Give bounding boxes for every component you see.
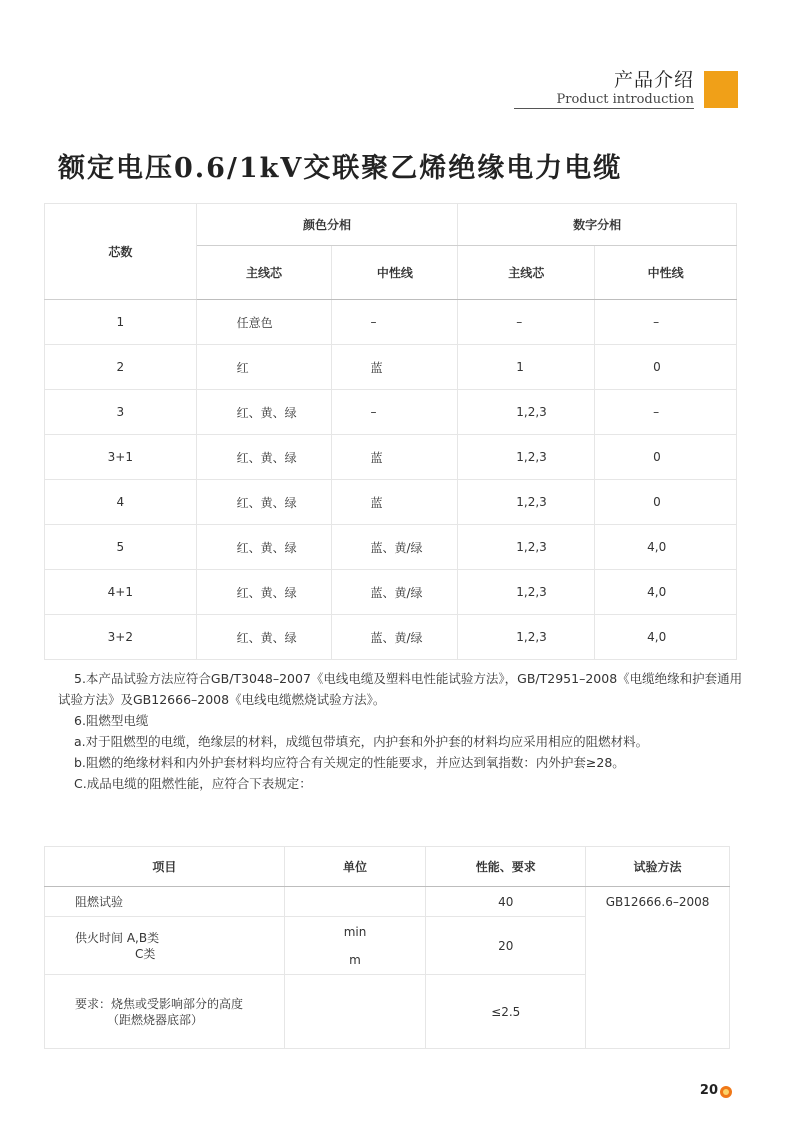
- cell-color-main: 红、黄、绿: [196, 570, 332, 615]
- cell-core: 3: [45, 390, 197, 435]
- cell-color-neutral: 蓝: [332, 480, 458, 525]
- cell-number-neutral: 0: [595, 480, 737, 525]
- cell-number-main: 1: [458, 345, 595, 390]
- table-row: [45, 615, 737, 660]
- cell-number-main: 1,2,3: [458, 480, 595, 525]
- note-6: 6.阻燃型电缆: [74, 713, 149, 728]
- cell-color-neutral: 蓝: [332, 345, 458, 390]
- table-row: [45, 570, 737, 615]
- cell-color-neutral: 蓝、黄/绿: [332, 615, 458, 660]
- cell-core: 4: [45, 480, 197, 525]
- cell-core: 4+1: [45, 570, 197, 615]
- cell-number-neutral: 0: [595, 345, 737, 390]
- table-row: [45, 435, 737, 480]
- cell-color-main: 红、黄、绿: [196, 390, 332, 435]
- header-unit: 单位: [284, 847, 426, 887]
- cell-item: 阻燃试验: [45, 887, 285, 917]
- cell-number-main: 1,2,3: [458, 390, 595, 435]
- item-line: 要求：烧焦或受影响部分的高度: [75, 996, 244, 1011]
- table-row: [45, 300, 737, 345]
- header-number-main: 主线芯: [458, 246, 595, 300]
- cell-color-main: 红、黄、绿: [196, 435, 332, 480]
- cell-performance: 40: [426, 887, 586, 917]
- header-color-neutral: 中性线: [332, 246, 458, 300]
- table-row: [45, 525, 737, 570]
- note-6c: C.成品电缆的阻燃性能，应符合下表规定：: [74, 776, 312, 791]
- header-color-main: 主线芯: [196, 246, 332, 300]
- table-row: [45, 887, 730, 917]
- cell-test-method: GB12666.6–2008: [586, 887, 730, 1049]
- cell-unit: [284, 917, 426, 975]
- item-line: C类: [135, 946, 156, 961]
- cell-number-neutral: –: [595, 390, 737, 435]
- cell-number-main: 1,2,3: [458, 615, 595, 660]
- cell-color-neutral: 蓝、黄/绿: [332, 570, 458, 615]
- header-color-phase: 颜色分相: [196, 204, 458, 246]
- cell-number-main: 1,2,3: [458, 525, 595, 570]
- header-core-count: 芯数: [45, 204, 197, 300]
- cell-color-neutral: –: [332, 300, 458, 345]
- cell-core: 5: [45, 525, 197, 570]
- cell-number-neutral: 4,0: [595, 525, 737, 570]
- header-number-neutral: 中性线: [595, 246, 737, 300]
- flame-test-table: [44, 846, 730, 1049]
- cell-item: [45, 917, 285, 975]
- cell-color-main: 红、黄、绿: [196, 615, 332, 660]
- section-header: [557, 68, 738, 108]
- cell-number-neutral: 4,0: [595, 570, 737, 615]
- header-item: 项目: [45, 847, 285, 887]
- cell-unit: [284, 975, 426, 1049]
- cell-color-main: 任意色: [196, 300, 332, 345]
- cell-core: 2: [45, 345, 197, 390]
- page-title: 额定电压0.6/1kV交联聚乙烯绝缘电力电缆: [58, 153, 623, 184]
- item-line: （距燃烧器底部）: [107, 1012, 204, 1027]
- cell-number-main: –: [458, 300, 595, 345]
- table-row: [45, 390, 737, 435]
- unit-line: min: [343, 924, 367, 939]
- cell-number-neutral: –: [595, 300, 737, 345]
- note-5: 5.本产品试验方法应符合GB/T3048–2007《电线电缆及塑料电性能试验方法》，GB/T2951–2008《电缆绝缘和护套通用试验方法》及GB12666–2008《电线电缆燃烧试验方法》。: [58, 671, 743, 707]
- page-number: 20: [699, 1083, 718, 1098]
- cell-core: 1: [45, 300, 197, 345]
- item-line: 供火时间 A,B类: [75, 930, 160, 945]
- cell-color-main: 红、黄、绿: [196, 480, 332, 525]
- header-performance: 性能、要求: [426, 847, 586, 887]
- unit-line: m: [349, 952, 361, 967]
- header-test-method: 试验方法: [586, 847, 730, 887]
- cell-item: [45, 975, 285, 1049]
- cell-number-neutral: 4,0: [595, 615, 737, 660]
- cell-number-main: 1,2,3: [458, 435, 595, 480]
- section-title-cn: 产品介绍: [613, 69, 694, 91]
- cell-core: 3+2: [45, 615, 197, 660]
- note-6a: a.对于阻燃型的电缆，绝缘层的材料，成缆包带填充，内护套和外护套的材料均应采用相应的阻燃材料。: [74, 734, 649, 749]
- cell-color-neutral: 蓝、黄/绿: [332, 525, 458, 570]
- accent-square: [704, 71, 738, 108]
- cell-number-main: 1,2,3: [458, 570, 595, 615]
- cell-performance: ≤2.5: [426, 975, 586, 1049]
- table-header-row: [45, 847, 730, 887]
- cell-performance: 20: [426, 917, 586, 975]
- note-6b: b.阻燃的绝缘材料和内外护套材料均应符合有关规定的性能要求，并应达到氧指数：内外护套≥28。: [74, 755, 625, 770]
- cell-unit: [284, 887, 426, 917]
- header-rule: [514, 108, 694, 109]
- cell-color-main: 红、黄、绿: [196, 525, 332, 570]
- cell-color-neutral: 蓝: [332, 435, 458, 480]
- notes-section: [58, 668, 748, 794]
- header-number-phase: 数字分相: [458, 204, 737, 246]
- table-row: [45, 480, 737, 525]
- cell-color-main: 红: [196, 345, 332, 390]
- page-marker-icon: [720, 1086, 732, 1098]
- cell-core: 3+1: [45, 435, 197, 480]
- section-title-en: Product introduction: [556, 92, 694, 107]
- cell-color-neutral: –: [332, 390, 458, 435]
- table-row: [45, 345, 737, 390]
- phase-color-table: [44, 203, 737, 660]
- table-header-row: [45, 204, 737, 246]
- cell-number-neutral: 0: [595, 435, 737, 480]
